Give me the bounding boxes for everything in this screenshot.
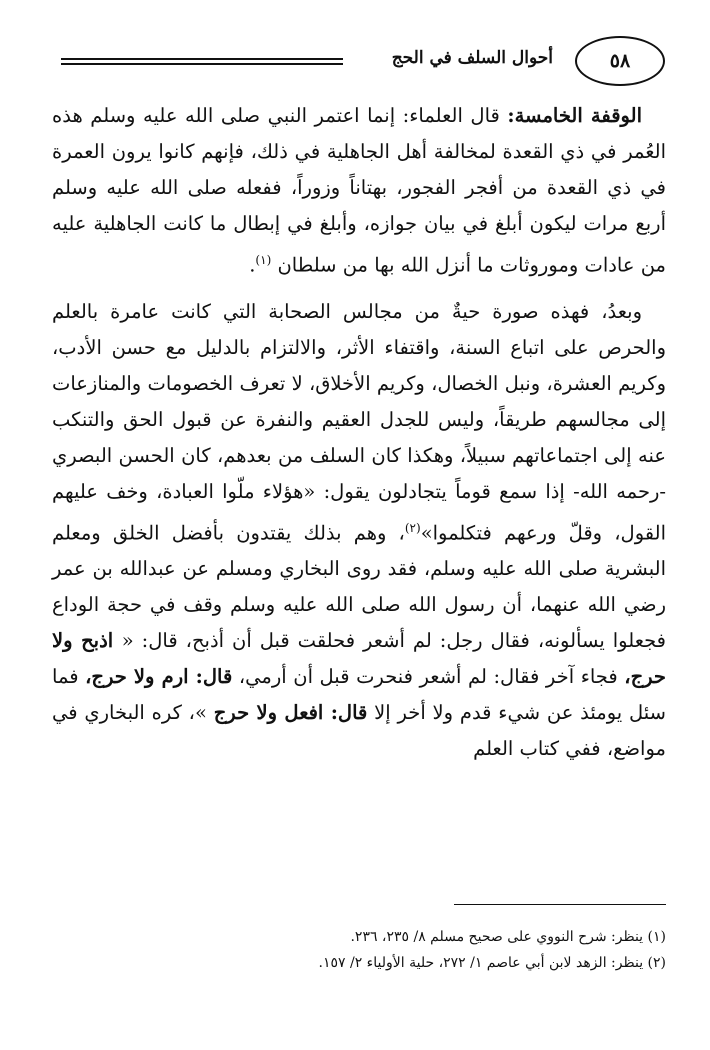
paragraph-1 [52, 98, 666, 284]
hadith-quote: اذبح ولا حرج، [52, 629, 666, 688]
footnote-1: (١) ينظر: شرح النووي على صحيح مسلم ٨/ ٢٣٥، ٢٣٦. [350, 929, 666, 945]
section-heading: الوقفة الخامسة: [507, 104, 642, 127]
paragraph-text: فما سئل يومئذ عن شيء قدم ولا أخر إلا [52, 665, 666, 724]
paragraph-text: قال العلماء: إنما اعتمر النبي صلى الله عليه وسلم هذه العُمر في ذي القعدة لمخالفة أهل الجاهلية في ذلك، فإنهم كانوا يرون العمرة في ذي القعدة من أفجر الفجور، بهتاناً وزوراً، ففعله صلى الله عليه وسلم أربع مرات ليكون أبلغ في بيان جوازه، وأبلغ في إبطال ما كانت الجاهلية عليه من عادات وموروثات ما أنزل الله بها من سلطان [52, 104, 666, 277]
footnote-2: (٢) ينظر: الزهد لابن أبي عاصم ١/ ٢٧٢، حلية الأولياء ٢/ ١٥٧. [318, 955, 666, 971]
page-header [55, 36, 665, 92]
main-text [52, 98, 666, 777]
paragraph-text: ، وهم بذلك يقتدون بأفضل الخلق ومعلم البشرية صلى الله عليه وسلم، فقد روى البخاري ومسلم عن عبدالله بن عمر رضي الله عنهما، أن رسول الله صلى الله عليه وسلم وقف في حجة الوداع فجعلوا يسألونه، فقال رجل: لم أشعر فحلقت قبل أن أذبح، قال: « [52, 521, 667, 652]
paragraph-text: وبعدُ، فهذه صورة حيةٌ من مجالس الصحابة التي كانت عامرة بالعلم والحرص على اتباع السنة، واقتفاء الأثر، والالتزام بالدليل مع حسن الأدب، وكريم العشرة، ونبل الخصال، وكريم الأخلاق، لا تعرف الخصومات والمنازعات إلى مجالسهم طريقاً، وليس للجدل العقيم والنفرة عن قبول الحق والتنكب عنه إلى اجتماعاتهم سبيلاً، وهكذا كان السلف من بعدهم، كان الحسن البصري -رحمه الله- إذا سمع قوماً يتجادلون يقول: «هؤلاء ملّوا العبادة، وخف عليهم القول، وقلّ ورعهم فتكلموا» [52, 299, 666, 544]
header-rule [61, 58, 343, 60]
paragraph-text: فجاء آخر فقال: لم أشعر فنحرت قبل أن أرمي، [232, 665, 625, 688]
running-title: أحوال السلف في الحج [391, 48, 553, 68]
page-number: ٥٨ [575, 36, 665, 86]
footnote-ref[interactable]: (٢) [404, 520, 421, 535]
hadith-quote: قال: افعل ولا حرج [213, 701, 368, 724]
footnote-ref[interactable]: (١) [255, 253, 272, 267]
footnote-separator [454, 904, 666, 905]
footnotes [50, 924, 666, 976]
hadith-quote: قال: ارم ولا حرج، [85, 665, 233, 688]
paragraph-2 [52, 294, 666, 768]
header-rule [61, 63, 343, 65]
paragraph-text: »، كره البخاري في مواضع، ففي كتاب العلم [52, 701, 666, 760]
paragraph-text: . [249, 253, 256, 277]
